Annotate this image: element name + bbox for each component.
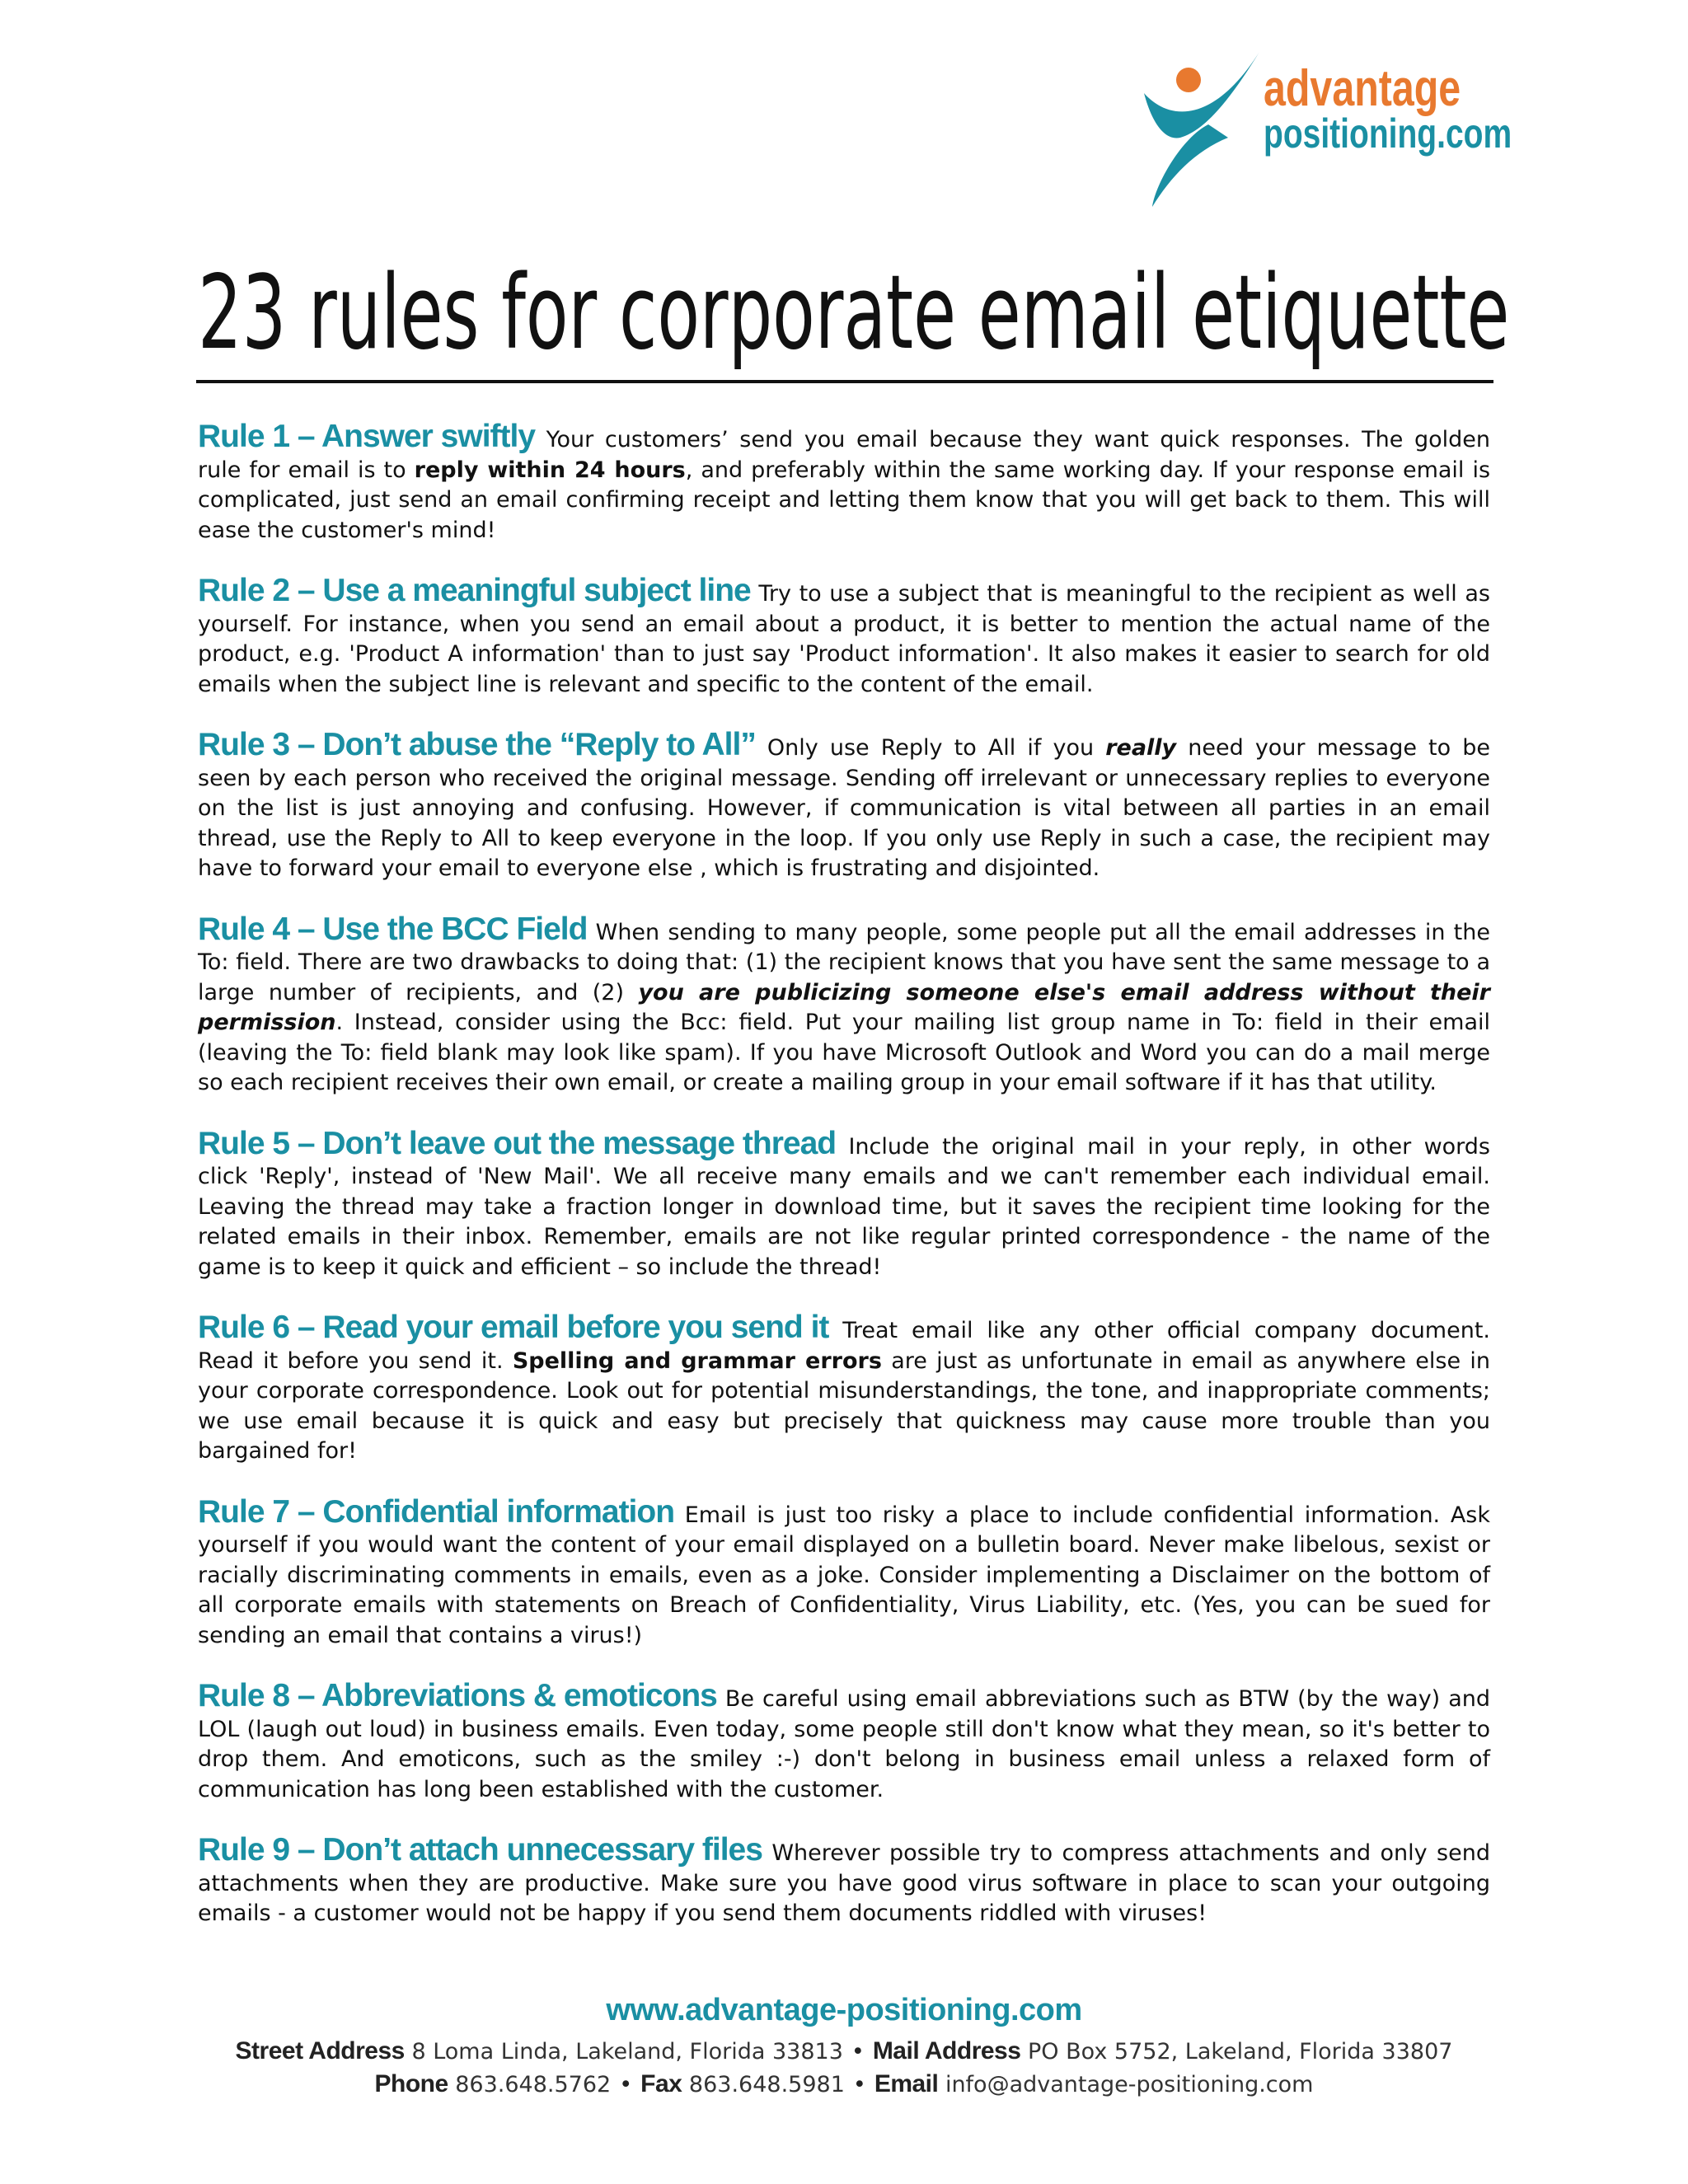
logo-line-positioning: positioning.com (1264, 110, 1512, 157)
email-value[interactable]: info@advantage-positioning.com (938, 2072, 1314, 2097)
rule-paragraph (198, 419, 1491, 546)
rule-body-text: need your message to be seen by each person who received the original message. Sending off irrelevant or unnecessary replies to everyone on the list is just annoying and confusing. However, if communication is vital between all parties in an email thread, use the Reply to All to keep everyone in the loop. If you only use Reply in such a case, the recipient may have to forward your email to everyone else , which is frustrating and disjointed. (198, 735, 1490, 881)
page-title: 23 rules for corporate email etiquette (198, 254, 1510, 373)
rule-heading: Rule 4 – Use the BCC Field (198, 911, 588, 947)
rule-body-text: Your customers’ send you email because they want quick responses. The golden rule for email is to (198, 427, 1490, 483)
rule-body-text: Include the original mail in your reply, in other words click 'Reply', instead of 'New Mail'. We all receive many emails and we can't remember each individual email. Leaving the thread may take a fraction longer in download time, but it saves the recipient time looking for the related emails in their inbox. Remember, emails are not like regular printed correspondence - the name of the game is to keep it quick and efficient – so include the thread! (198, 1133, 1490, 1280)
logo-line-advantage: advantage (1264, 60, 1461, 117)
rule-heading: Rule 6 – Read your email before you send it (198, 1310, 829, 1345)
rule-body-text: When sending to many people, some people put all the email addresses in the To: field. There are two drawbacks to doing that: (1) the recipient knows that you have sent the same message to a large number of recipients, and (2) (198, 919, 1490, 1005)
rule-body-text: Wherever possible try to compress attachments and only send attachments when they are productive. Make sure you have good virus software in place to scan your outgoing emails - a customer would not be happy if you send them documents riddled with viruses! (198, 1840, 1490, 1926)
rule-emphasis-text: you are publicizing someone else's email address without their permission (198, 979, 1490, 1035)
footer-contact-line (0, 2070, 1688, 2098)
rule-heading: Rule 1 – Answer swiftly (198, 419, 536, 454)
separator-dot: • (851, 2039, 865, 2064)
fax-label: Fax (640, 2070, 682, 2097)
rule-body-text: Be careful using email abbreviations such as BTW (by the way) and LOL (laugh out loud) in business emails. Even today, some people still don't know what they mean, so it's better to drop them. And emoticons, such as the smiley :-) don't belong in business email unless a relaxed form of communication has long been established with the customer. (198, 1686, 1490, 1802)
rules-list (198, 419, 1491, 1960)
rule-paragraph (198, 911, 1490, 1099)
rule-heading: Rule 9 – Don’t attach unnecessary files (198, 1832, 762, 1868)
title-underline (196, 380, 1493, 383)
street-address-label: Street Address (235, 2037, 405, 2064)
rule-emphasis-text: reply within 24 hours (414, 457, 686, 483)
rule-paragraph (198, 573, 1490, 700)
mail-address-label: Mail Address (872, 2037, 1021, 2064)
company-logo (1137, 45, 1512, 218)
rule-emphasis-text: Spelling and grammar errors (512, 1347, 882, 1374)
running-figure-icon (1137, 45, 1269, 210)
fax-value: 863.648.5981 (682, 2072, 845, 2097)
separator-dot: • (619, 2072, 633, 2097)
rule-heading: Rule 7 – Confidential information (198, 1493, 675, 1530)
mail-address-value: PO Box 5752, Lakeland, Florida 33807 (1020, 2039, 1453, 2064)
rule-paragraph (198, 1493, 1490, 1652)
phone-label: Phone (374, 2070, 448, 2097)
rule-paragraph (198, 1125, 1490, 1283)
rule-body-text: Email is just too risky a place to include confidential information. Ask yourself if you would want the content of your email displayed on a bulletin board. Never make libelous, sexist or racially discriminating comments in emails, even as a joke. Consider implementing a Disclaimer on the bottom of all corporate emails with statements on Breach of Confidentiality, Virus Liability, etc. (Yes, you can be sued for sending an email that contains a virus!) (198, 1502, 1490, 1648)
rule-body-text: Try to use a subject that is meaningful to the recipient as well as yourself. For instance, when you send an email about a product, it is better to mention the actual name of the product, e.g. 'Product A information' than to just say 'Product information'. It also makes it easier to search for old emails when the subject line is relevant and specific to the content of the email. (198, 581, 1490, 697)
rule-paragraph (198, 1832, 1490, 1929)
logo-wordmark (1264, 60, 1512, 157)
phone-value: 863.648.5762 (448, 2072, 612, 2097)
rule-body-text: . Instead, consider using the Bcc: field. Put your mailing list group name in To: field in their email (leaving the To: field blank may look like spam). If you have Microsoft Outlook and Word you can do a mail merge so each recipient receives their own email, or create a mailing group in your email software if it has that utility. (198, 1010, 1490, 1095)
rule-paragraph (198, 1310, 1490, 1467)
rule-emphasis-text: really (1105, 735, 1177, 761)
footer-address-line (0, 2037, 1688, 2065)
rule-body-text: Treat email like any other official company document. Read it before you send it. (198, 1318, 1490, 1374)
rule-body-text: Only use Reply to All if you (755, 735, 1106, 761)
rule-paragraph (198, 1678, 1490, 1805)
rule-heading: Rule 5 – Don’t leave out the message thread (198, 1125, 837, 1161)
rule-heading: Rule 2 – Use a meaningful subject line (198, 573, 751, 608)
rule-body-text: , and preferably within the same working day. If your response email is complicated, just send an email confirming receipt and letting them know that you will get back to them. This will ease the customer's mind! (198, 457, 1491, 543)
footer-website-link[interactable]: www.advantage-positioning.com (606, 1993, 1082, 2027)
rule-heading: Rule 8 – Abbreviations & emoticons (198, 1678, 717, 1713)
street-address-value: 8 Loma Linda, Lakeland, Florida 33813 (404, 2039, 843, 2064)
rule-heading: Rule 3 – Don’t abuse the “Reply to All” (198, 727, 756, 762)
rule-paragraph (198, 727, 1490, 884)
separator-dot: • (852, 2072, 866, 2097)
rule-body-text: are just as unfortunate in email as anywhere else in your corporate correspondence. Look out for potential misunderstandings, the tone, and inappropriate comments; we use email because it is quick and easy but precisely that quickness may cause more trouble than you bargained for! (198, 1347, 1490, 1464)
email-label: Email (874, 2070, 939, 2097)
